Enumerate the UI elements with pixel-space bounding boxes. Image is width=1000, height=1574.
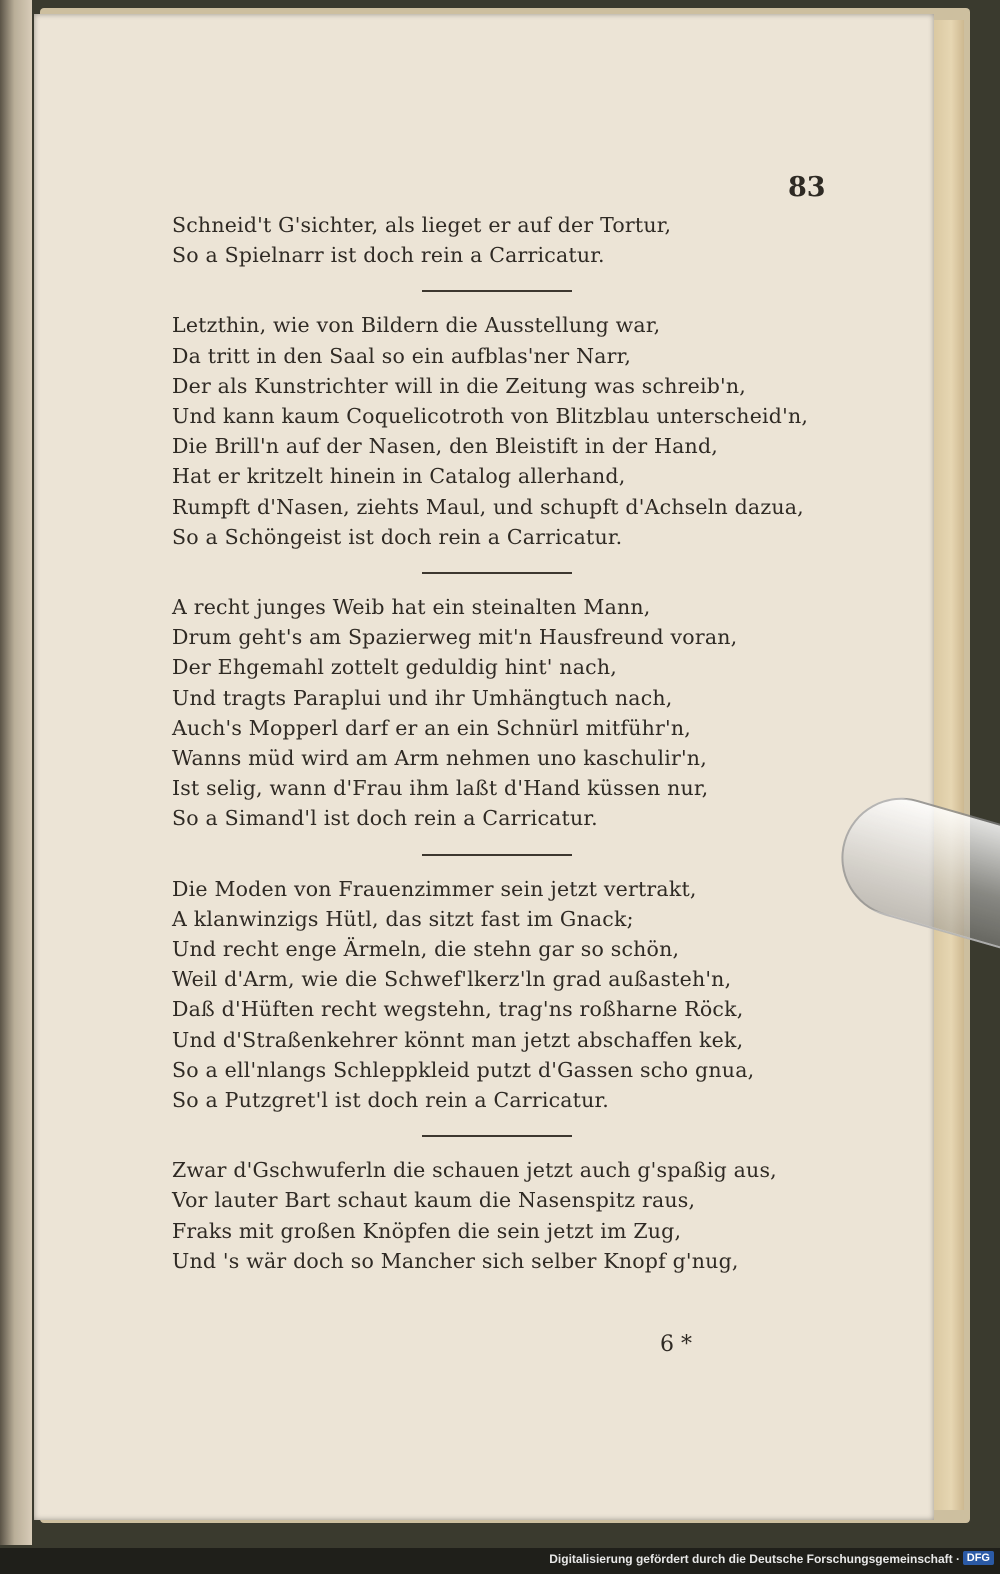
- poem-line: Schneid't G'sichter, als lieget er auf der Tortur,: [172, 213, 672, 237]
- poem-line: Fraks mit großen Knöpfen die sein jetzt im Zug,: [172, 1218, 682, 1243]
- poem-line: Und recht enge Ärmeln, die stehn gar so schön,: [172, 937, 680, 962]
- poem-line: Wanns müd wird am Arm nehmen uno kaschulir'n,: [172, 746, 707, 771]
- poem-line: Der als Kunstrichter will in die Zeitung was schreib'n,: [172, 373, 746, 398]
- poem-line: Letzthin, wie von Bildern die Ausstellung war,: [172, 313, 661, 338]
- poem-line: Weil d'Arm, wie die Schwef'lkerz'ln grad außasteh'n,: [172, 967, 732, 992]
- poem-line: Zwar d'Gschwuferln die schauen jetzt auch g'spaßig aus,: [172, 1158, 777, 1183]
- poem-line: So a Putzgret'l ist doch rein a Carricatur.: [172, 1088, 609, 1113]
- previous-page-edge: [0, 0, 32, 1545]
- poem-line: Und d'Straßenkehrer könnt man jetzt abschaffen kek,: [172, 1027, 744, 1052]
- poem-line: Der Ehgemahl zottelt geduldig hint' nach,: [172, 655, 617, 680]
- poem-line: Da tritt in den Saal so ein aufblas'ner Narr,: [172, 343, 632, 368]
- poem-line: Und 's wär doch so Mancher sich selber Knopf g'nug,: [172, 1248, 739, 1273]
- poem-line: So a Simand'l ist doch rein a Carricatur.: [172, 806, 598, 831]
- poem-line: Die Moden von Frauenzimmer sein jetzt vertrakt,: [172, 876, 697, 901]
- poem-line: Und tragts Paraplui und ihr Umhängtuch nach,: [172, 685, 673, 710]
- poem-line: Rumpft d'Nasen, ziehts Maul, und schupft d'Achseln dazua,: [172, 494, 804, 519]
- poem-line: Ist selig, wann d'Frau ihm laßt d'Hand küssen nur,: [172, 776, 709, 801]
- stanza-3: [172, 592, 832, 834]
- poem-line: Die Brill'n auf der Nasen, den Bleistift in der Hand,: [172, 434, 719, 459]
- poem-line: So a Spielnarr ist doch rein a Carricatur.: [172, 243, 605, 268]
- signature-mark: 6 *: [660, 1332, 692, 1357]
- poem-line: A recht junges Weib hat ein steinalten Mann,: [172, 595, 651, 620]
- poem-line: Vor lauter Bart schaut kaum die Nasenspitz raus,: [172, 1188, 696, 1213]
- stanza-5: [172, 1155, 832, 1276]
- stanza-1: [172, 210, 832, 270]
- stanza-divider: [422, 1135, 572, 1137]
- poem-line: A klanwinzigs Hütl, das sitzt fast im Gnack;: [172, 906, 634, 931]
- poem-line: So a ell'nlangs Schleppkleid putzt d'Gassen scho gnua,: [172, 1057, 755, 1082]
- page-number: 83: [788, 172, 826, 203]
- poem-line: Hat er kritzelt hinein in Catalog allerhand,: [172, 464, 626, 489]
- stanza-2: [172, 310, 832, 552]
- poem-line: Daß d'Hüften recht wegstehn, trag'ns roßharne Röck,: [172, 997, 744, 1022]
- stanza-divider: [422, 290, 572, 292]
- stanza-divider: [422, 854, 572, 856]
- poem-body: [172, 210, 832, 1276]
- page-stack-edge: [932, 20, 964, 1510]
- stanza-4: [172, 874, 832, 1116]
- dfg-logo: DFG: [963, 1551, 994, 1565]
- footer-credit: Digitalisierung gefördert durch die Deutsche Forschungsgemeinschaft ·: [549, 1552, 960, 1566]
- poem-line: Drum geht's am Spazierweg mit'n Hausfreund voran,: [172, 625, 738, 650]
- stanza-divider: [422, 572, 572, 574]
- poem-line: So a Schöngeist ist doch rein a Carricatur.: [172, 524, 623, 549]
- poem-line: Und kann kaum Coquelicotroth von Blitzblau unterscheid'n,: [172, 404, 809, 429]
- poem-line: Auch's Mopperl darf er an ein Schnürl mitführ'n,: [172, 715, 691, 740]
